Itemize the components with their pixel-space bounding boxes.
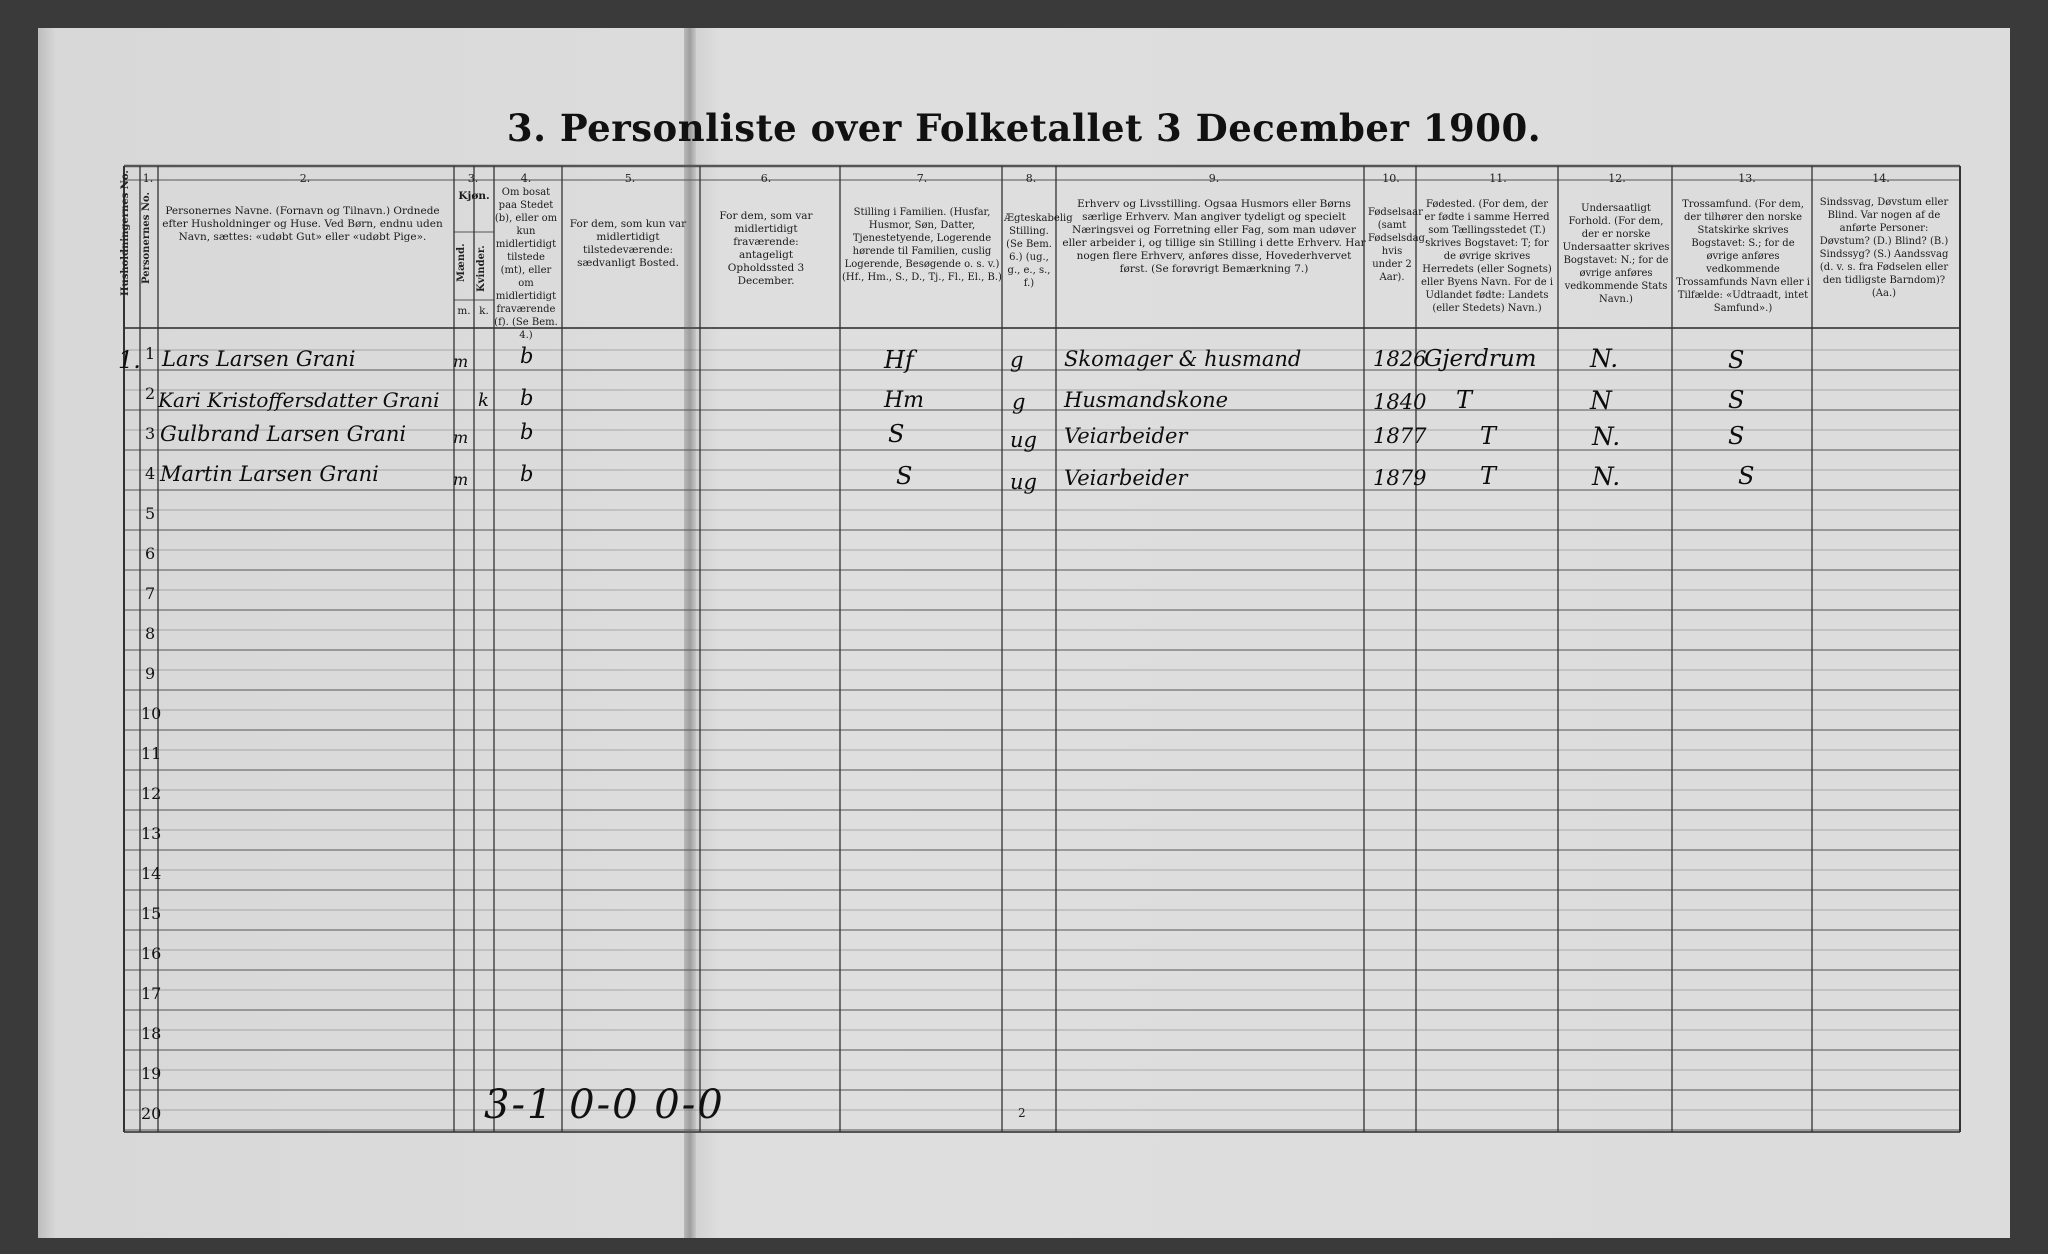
header-household-no: Husholdningernes No. <box>120 170 131 296</box>
person-2-bosat: b <box>520 386 534 410</box>
person-1-bosat: b <box>520 344 534 368</box>
person-4-egteskab: ug <box>1010 470 1037 494</box>
person-3-undersaat: N. <box>1592 422 1621 451</box>
row-number: 13 <box>141 824 162 843</box>
header-fodested: Fødested. (For dem, der er fødte i samme Herred som Tællingsstedet (T.) skrives Bogstavet: T; for de øvrige skrives Herredets (eller Sognets) eller Byens Navn. For de i Udlandet fødte: Landets (eller Stedets) Navn.) <box>1420 199 1554 314</box>
row-number: 10 <box>141 704 162 723</box>
colnum-12: 12. <box>1608 172 1626 185</box>
person-3-stilling: S <box>888 420 905 448</box>
person-4-aar: 1879 <box>1373 466 1427 490</box>
row-number: 20 <box>141 1104 162 1123</box>
colnum-10: 10. <box>1382 172 1400 185</box>
person-1-fodested: Gjerdrum <box>1424 346 1537 372</box>
colnum-13: 13. <box>1738 172 1756 185</box>
person-2-aar: 1840 <box>1373 390 1427 414</box>
person-4-bosat: b <box>520 462 534 486</box>
person-3-sex-m: m <box>453 428 469 447</box>
row-number: 6 <box>145 544 156 563</box>
colnum-5: 5. <box>624 172 636 185</box>
household-number: 1. <box>118 346 141 374</box>
header-erhverv: Erhverv og Livsstilling. Ogsaa Husmors eller Børns særlige Erhverv. Man angiver tydeligt og specielt Næringsvei og Forretning eller Fag, som man udøver eller arbeider i, og tillige sin Stilling i dette Erhverv. Har nogen flere Erhverv, anføres disse, Hovederhvervet først. (Se forøvrigt Bemærkning 7.) <box>1062 198 1366 275</box>
header-bosat: Om bosat paa Stedet (b), eller om kun midlertidigt tilstede (mt), eller om midlertidigt fraværende (f). (Se Bem. 4.) <box>494 187 558 341</box>
person-1-tro: S <box>1728 346 1745 374</box>
person-2-undersaat: N <box>1590 386 1612 415</box>
person-3-tro: S <box>1728 422 1745 450</box>
row-number: 9 <box>145 664 156 683</box>
row-number: 17 <box>141 984 162 1003</box>
row-number: 2 <box>145 384 156 403</box>
row-number: 5 <box>145 504 156 523</box>
colnum-7: 7. <box>916 172 928 185</box>
person-2-egteskab: g <box>1012 390 1026 414</box>
row-number: 15 <box>141 904 162 923</box>
person-2-stilling: Hm <box>884 388 925 413</box>
person-4-undersaat: N. <box>1592 462 1621 491</box>
person-1-name: Lars Larsen Grani <box>162 347 356 371</box>
row-number: 3 <box>145 424 156 443</box>
header-kvinder: Kvinder. <box>476 245 487 292</box>
colnum-9: 9. <box>1208 172 1220 185</box>
person-4-tro: S <box>1738 462 1755 490</box>
person-4-sex-m: m <box>453 470 469 489</box>
form-title: 3. Personliste over Folketallet 3 December 1900. <box>506 106 1542 150</box>
person-2-fodested: T <box>1456 386 1473 414</box>
person-1-egteskab: g <box>1010 348 1024 372</box>
person-2-sex-k: k <box>478 390 489 411</box>
header-stilling: Stilling i Familien. (Husfar, Husmor, Søn, Datter, Tjenestetyende, Logerende hørende til Familien, cuslig Logerende, Besøgende o. s. v.) (Hf., Hm., S., D., Tj., Fl., El., B.) <box>842 207 1002 283</box>
row-number: 16 <box>141 944 162 963</box>
header-m: m. <box>457 305 471 317</box>
person-1-stilling: Hf <box>884 346 914 374</box>
header-sindssvag: Sindssvag, Døvstum eller Blind. Var nogen af de anførte Personer: Døvstum? (D.) Blind? (B.) Sindssyg? (S.) Aandssvag (d. v. s. fra Fødselen eller den tidligste Barndom)? (Aa.) <box>1819 197 1949 299</box>
person-3-erhverv: Veiarbeider <box>1064 424 1188 448</box>
row-number: 19 <box>141 1064 162 1083</box>
person-4-name: Martin Larsen Grani <box>160 462 379 486</box>
header-person-no: Personernes No. <box>141 192 152 284</box>
row-number: 4 <box>145 464 156 483</box>
row-number: 12 <box>141 784 162 803</box>
row-number: 8 <box>145 624 156 643</box>
row-number: 7 <box>145 584 156 603</box>
colnum-11: 11. <box>1489 172 1507 185</box>
header-k: k. <box>479 305 489 317</box>
person-3-egteskab: ug <box>1010 428 1037 452</box>
tally-totals: 3-1 0-0 0-0 <box>484 1082 725 1128</box>
colnum-8: 8. <box>1025 172 1037 185</box>
person-2-erhverv: Husmandskone <box>1064 388 1229 412</box>
colnum-6: 6. <box>760 172 772 185</box>
row-number: 18 <box>141 1024 162 1043</box>
header-fodselsaar: Fødselsaar (samt Fødselsdag, hvis under 2 Aar). <box>1368 207 1429 283</box>
header-midl-fravaerende: For dem, som var midlertidigt fraværende: antageligt Opholdssted 3 December. <box>719 210 813 287</box>
row-number: 11 <box>141 744 162 763</box>
person-4-erhverv: Veiarbeider <box>1064 466 1188 490</box>
person-1-aar: 1826 <box>1373 347 1427 371</box>
header-aegteskab: Ægteskabelig Stilling. (Se Bem. 6.) (ug., g., e., s., f.) <box>1004 213 1073 289</box>
page-number: 2 <box>1018 1106 1026 1120</box>
person-1-undersaat: N. <box>1590 344 1619 373</box>
colnum-3: 3. <box>467 172 479 185</box>
colnum-2: 2. <box>299 172 311 185</box>
colnum-14: 14. <box>1872 172 1890 185</box>
colnum-1: 1. <box>142 172 154 185</box>
person-2-name: Kari Kristoffersdatter Grani <box>158 388 440 412</box>
header-midl-tilstede: For dem, som kun var midlertidigt tilstedeværende: sædvanligt Bosted. <box>569 218 687 269</box>
header-names: Personernes Navne. (Fornavn og Tilnavn.) Ordnede efter Husholdninger og Huse. Ved Børn, endnu uden Navn, sættes: «udøbt Gut» eller «udøbt Pige». <box>162 205 443 243</box>
person-3-aar: 1877 <box>1373 424 1427 448</box>
person-4-fodested: T <box>1480 462 1497 490</box>
header-kjon: Kjøn. <box>458 190 490 202</box>
row-number: 1 <box>145 344 156 363</box>
person-4-stilling: S <box>896 462 913 490</box>
person-3-bosat: b <box>520 420 534 444</box>
person-3-name: Gulbrand Larsen Grani <box>160 422 407 446</box>
row-number: 14 <box>141 864 162 883</box>
colnum-4: 4. <box>520 172 532 185</box>
header-maend: Mænd. <box>456 243 467 282</box>
person-1-sex-m: m <box>453 352 469 371</box>
person-3-fodested: T <box>1480 422 1497 450</box>
person-2-tro: S <box>1728 386 1745 414</box>
header-undersaat: Undersaatligt Forhold. (For dem, der er norske Undersaatter skrives Bogstavet: N.; for de øvrige anføres vedkommende Stats Navn.) <box>1562 203 1670 305</box>
person-1-erhverv: Skomager & husmand <box>1064 347 1302 371</box>
header-trossamfund: Trossamfund. (For dem, der tilhører den norske Statskirke skrives Bogstavet: S.; for de øvrige anføres vedkommende Trossamfunds Navn eller i Tilfælde: «Udtraadt, intet Samfund».) <box>1676 199 1810 314</box>
